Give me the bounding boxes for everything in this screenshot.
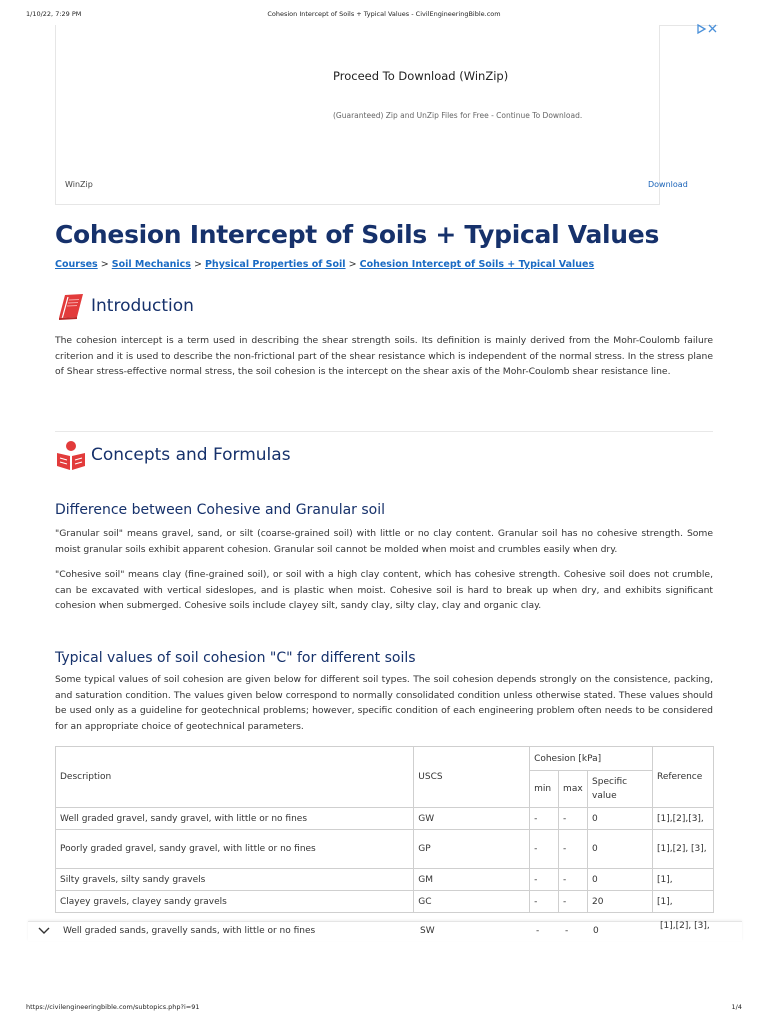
close-icon[interactable] <box>708 24 717 37</box>
divider <box>55 431 713 432</box>
header-description: Description <box>56 747 414 808</box>
print-date: 1/10/22, 7:29 PM <box>26 10 82 18</box>
cell-reference: [1],[2],[3], <box>652 808 713 830</box>
table-row <box>56 869 714 891</box>
breadcrumb-current[interactable]: Cohesion Intercept of Soils + Typical Values <box>359 259 595 270</box>
print-url: https://civilengineeringbible.com/subtopics.php?i=91 <box>26 1003 200 1011</box>
introduction-heading <box>55 290 194 322</box>
cell-uscs: GM <box>414 869 530 891</box>
typical-values-text: Some typical values of soil cohesion are given below for different soil types. The soil cohesion depends strongly on the consistence, packing, and saturation condition. The values given below correspond to normally consolidated condition unless otherwise stated. These values should be used only as a guideline for geotechnical problems; however, specific condition of each engineering problem often needs to be considered for an appropriate choice of geotechnical parameters. <box>55 674 713 732</box>
cell-uscs: GW <box>414 808 530 830</box>
table-row <box>56 808 714 830</box>
header-max: max <box>559 771 588 808</box>
cell-max: - <box>559 891 588 913</box>
concepts-heading <box>55 439 291 471</box>
introduction-text: The cohesion intercept is a term used in describing the shear strength soils. Its definition is mainly derived from the Mohr-Coulomb failure criterion and it is used to describe the non-frictional part of the shear resistance which is independent of the normal stress. In the stress plane of Shear stress-effective normal stress, the soil cohesion is the intercept on the shear axis of the Mohr-Coulomb shear resistance line. <box>55 335 713 377</box>
header-specific: Specific value <box>588 771 653 808</box>
cell-uscs: GP <box>414 830 530 869</box>
granular-paragraph: "Granular soil" means gravel, sand, or silt (coarse-grained soil) with little or no clay content. Granular soil has no cohesive strength. Some moist granular soils exhibit apparent cohesion. Granular soil cannot be molded when moist and crumbles easily when dry. <box>55 528 713 555</box>
partial-row-description: Well graded sands, gravelly sands, with little or no fines <box>63 926 316 936</box>
print-page-number: 1/4 <box>731 1003 742 1011</box>
cell-min: - <box>530 808 559 830</box>
chevron-down-icon[interactable] <box>38 924 50 938</box>
ad-choices-icon[interactable] <box>697 24 706 37</box>
breadcrumb-separator: > <box>193 259 202 270</box>
breadcrumb-soil-mechanics[interactable]: Soil Mechanics <box>111 259 191 270</box>
header-min: min <box>530 771 559 808</box>
cell-max: - <box>559 830 588 869</box>
breadcrumb-physical-properties[interactable]: Physical Properties of Soil <box>204 259 346 270</box>
cell-min: - <box>530 891 559 913</box>
cell-min: - <box>530 869 559 891</box>
cell-reference: [1], <box>652 869 713 891</box>
table-row <box>56 891 714 913</box>
cell-max: - <box>559 869 588 891</box>
partial-row-specific: 0 <box>593 926 599 936</box>
cell-specific: 20 <box>588 891 653 913</box>
cell-reference: [1],[2], [3], <box>652 830 713 869</box>
ad-download-link[interactable]: Download <box>648 180 688 189</box>
introduction-title: Introduction <box>91 296 194 316</box>
partial-row-reference: [1],[2], [3], <box>660 921 710 931</box>
page-title: Cohesion Intercept of Soils + Typical Values <box>55 220 660 249</box>
breadcrumb <box>55 259 594 270</box>
header-reference: Reference <box>652 747 713 808</box>
partial-row-uscs: SW <box>420 926 435 936</box>
cohesive-paragraph: "Cohesive soil" means clay (fine-grained soil), or soil with a high clay content, which has cohesive strength. Cohesive soil does not crumble, can be excavated with vertical sideslopes, and is plastic when moist. Cohesive soil is hard to break up when dry, and exhibits significant cohesion when submerged. Cohesive soils include clayey silt, sandy clay, silty clay, clay and organic clay. <box>55 569 713 611</box>
ad-banner[interactable] <box>55 25 688 205</box>
table-header-row <box>56 747 714 771</box>
table-row <box>56 830 714 869</box>
cell-description: Silty gravels, silty sandy gravels <box>56 869 414 891</box>
cell-reference: [1], <box>652 891 713 913</box>
print-header <box>0 10 768 22</box>
cell-specific: 0 <box>588 830 653 869</box>
cell-uscs: GC <box>414 891 530 913</box>
reader-icon <box>55 439 87 471</box>
typical-values-heading: Typical values of soil cohesion "C" for different soils <box>55 650 416 666</box>
ad-description: (Guaranteed) Zip and UnZip Files for Free - Continue To Download. <box>333 111 583 120</box>
concepts-title: Concepts and Formulas <box>91 445 291 465</box>
breadcrumb-separator: > <box>348 259 357 270</box>
header-uscs: USCS <box>414 747 530 808</box>
header-cohesion: Cohesion [kPa] <box>530 747 653 771</box>
breadcrumb-courses[interactable]: Courses <box>55 259 98 270</box>
cell-max: - <box>559 808 588 830</box>
breadcrumb-separator: > <box>100 259 109 270</box>
ad-choices[interactable] <box>697 25 719 37</box>
book-icon <box>55 290 87 322</box>
cell-description: Clayey gravels, clayey sandy gravels <box>56 891 414 913</box>
difference-heading: Difference between Cohesive and Granular soil <box>55 502 386 518</box>
cell-specific: 0 <box>588 808 653 830</box>
collapsed-table-row[interactable] <box>28 921 742 941</box>
ad-title[interactable]: Proceed To Download (WinZip) <box>333 69 509 83</box>
ad-brand: WinZip <box>65 180 93 189</box>
cell-description: Poorly graded gravel, sandy gravel, with little or no fines <box>56 830 414 869</box>
cell-specific: 0 <box>588 869 653 891</box>
partial-row-max: - <box>565 926 569 936</box>
partial-row-min: - <box>536 926 540 936</box>
print-title: Cohesion Intercept of Soils + Typical Values - CivilEngineeringBible.com <box>267 10 501 18</box>
cohesion-table <box>55 746 714 913</box>
cell-description: Well graded gravel, sandy gravel, with little or no fines <box>56 808 414 830</box>
cell-min: - <box>530 830 559 869</box>
